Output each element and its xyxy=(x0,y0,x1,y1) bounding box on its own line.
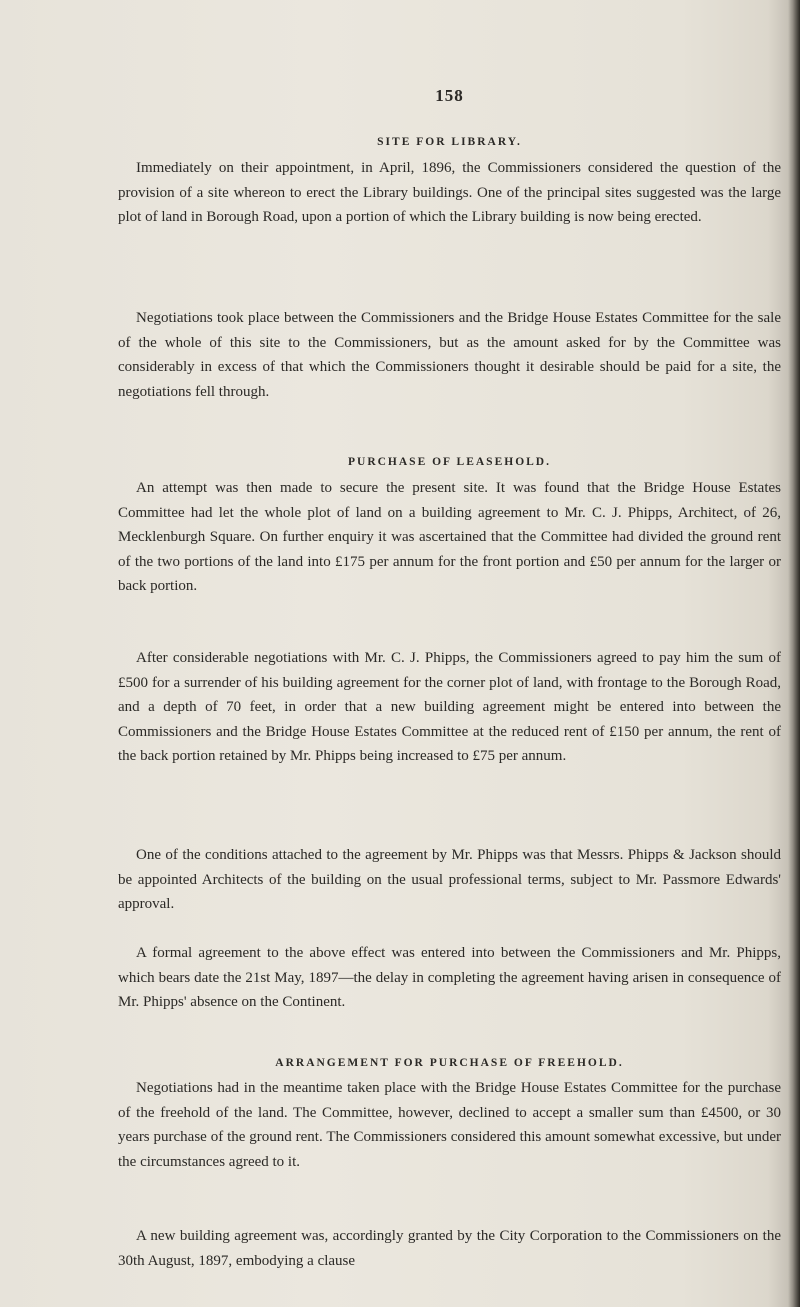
section-heading-site-for-library: SITE FOR LIBRARY. xyxy=(377,136,522,148)
paragraph: Immediately on their appointment, in April, 1896, the Commissioners considered the question of the provision of a site whereon to erect the Library buildings. One of the principal sites suggested was the large plot of land in Borough Road, upon a portion of which the Library building is now being erected. xyxy=(118,160,781,226)
paragraph: Negotiations had in the meantime taken place with the Bridge House Estates Committee for the purchase of the freehold of the land. The Committee, however, declined to accept a smaller sum than £4500, or 30 years purchase of the ground rent. The Commissioners considered this amount somewhat excessive, but under the circumstances agreed to it. xyxy=(118,1080,781,1170)
paragraph: A new building agreement was, accordingly granted by the City Corporation to the Commissioners on the 30th August, 1897, embodying a clause xyxy=(118,1228,781,1269)
paragraph: After considerable negotiations with Mr. C. J. Phipps, the Commissioners agreed to pay him the sum of £500 for a surrender of his building agreement for the corner plot of land, with frontage to the Borough Road, and a depth of 70 feet, in order that a new building agreement might be entered into between the Commissioners and the Bridge House Estates Committee at the reduced rent of £150 per annum, the rent of the back portion retained by Mr. Phipps being increased to £75 per annum. xyxy=(118,650,781,765)
binding-edge-shadow xyxy=(788,0,800,1307)
paragraph: A formal agreement to the above effect was entered into between the Commissioners and Mr. Phipps, which bears date the 21st May, 1897—the delay in completing the agreement having arisen in consequence of Mr. Phipps' absence on the Continent. xyxy=(118,945,781,1011)
section-heading-arrangement-for-purchase-of-freehold: ARRANGEMENT FOR PURCHASE OF FREEHOLD. xyxy=(275,1057,624,1069)
section-heading-purchase-of-leasehold: PURCHASE OF LEASEHOLD. xyxy=(347,456,551,468)
paragraph: An attempt was then made to secure the present site. It was found that the Bridge House Estates Committee had let the whole plot of land on a building agreement to Mr. C. J. Phipps, Architect, of 26, Mecklenburgh Square. On further enquiry it was ascertained that the Committee had divided the ground rent of the two portions of the land into £175 per annum for the front portion and £50 per annum for the larger or back portion. xyxy=(118,480,781,595)
paragraph: One of the conditions attached to the agreement by Mr. Phipps was that Messrs. Phipps & Jackson should be appointed Architects of the building on the usual professional terms, subject to Mr. Passmore Edwards' approval. xyxy=(118,847,781,913)
page-number: 158 xyxy=(435,86,464,105)
paragraph: Negotiations took place between the Commissioners and the Bridge House Estates Committee for the sale of the whole of this site to the Commissioners, but as the amount asked for by the Committee was considerably in excess of that which the Commissioners thought it desirable should be paid for a site, the negotiations fell through. xyxy=(118,310,781,400)
